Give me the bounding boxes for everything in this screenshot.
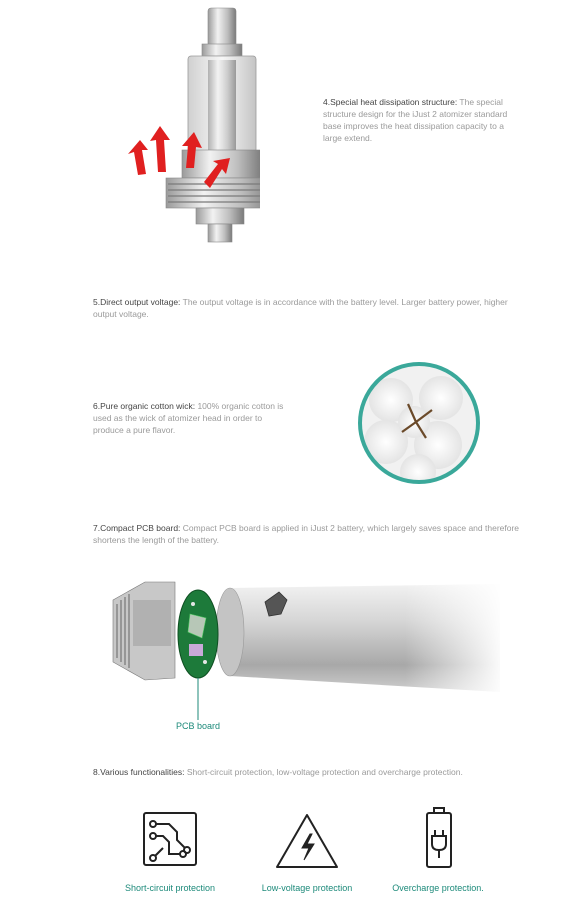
battery-pcb-image (105, 570, 505, 730)
feature-label-overcharge: Overcharge protection. (392, 883, 484, 893)
lightning-warning-icon (274, 812, 340, 870)
feature-label-low-voltage: Low-voltage protection (261, 883, 353, 893)
battery-plug-icon (424, 806, 454, 870)
section-6-text (93, 400, 293, 436)
circuit-icon (141, 810, 199, 868)
cotton-image (356, 360, 482, 486)
section-8-body: Short-circuit protection, low-voltage protection and overcharge protection. (186, 767, 463, 777)
section-6-heading: 6.Pure organic cotton wick: (93, 401, 196, 411)
section-5-text (93, 296, 523, 320)
section-8-text (93, 766, 533, 778)
section-4-text (323, 96, 513, 144)
section-7-heading: 7.Compact PCB board: (93, 523, 181, 533)
section-5-body: The output voltage is in accordance with the battery level. Larger battery power, higher output voltage. (93, 297, 508, 319)
section-8-heading: 8.Various functionalities: (93, 767, 185, 777)
section-7-body: Compact PCB board is applied in iJust 2 battery, which largely saves space and therefore shortens the length of the battery. (93, 523, 520, 545)
section-5-heading: 5.Direct output voltage: (93, 297, 181, 307)
atomizer-image (100, 0, 260, 250)
section-4-body: The special structure design for the iJust 2 atomizer standard base improves the heat dissipation capacity to a large extend. (323, 97, 508, 143)
section-6-body: 100% organic cotton is used as the wick of atomizer head in order to produce a pure flavor. (93, 401, 284, 435)
section-4-heading: 4.Special heat dissipation structure: (323, 97, 458, 107)
feature-label-short-circuit: Short-circuit protection (124, 883, 216, 893)
pcb-board-label: PCB board (175, 721, 221, 731)
section-7-text (93, 522, 523, 546)
